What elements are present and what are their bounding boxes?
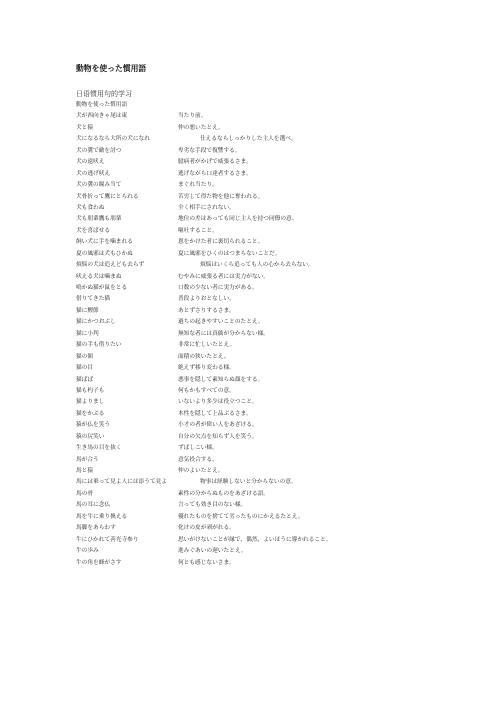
idiom-text: 猿の尻笑い [76, 433, 105, 440]
idiom-text: 夏の風邪は犬もひかぬ [76, 250, 133, 257]
idiom-meaning: 当たり前。 [178, 113, 207, 120]
list-item [76, 432, 486, 443]
idiom-text: 牛にひかれて善光寺参り [76, 536, 139, 543]
idiom-meaning: むやみに威張る者には実力がない。 [178, 273, 269, 280]
document-subtitle: 日语惯用句的学习 [76, 90, 132, 98]
list-item [76, 363, 486, 374]
idiom-meaning: 仲のよいたとえ。 [178, 468, 224, 474]
list-item [76, 146, 486, 157]
idiom-text: 犬が西向きゃ尾は東 [76, 113, 128, 120]
list-item [76, 409, 486, 420]
idiom-text: 猫よりまし [76, 399, 105, 406]
idiom-text: 借りてきた猫 [76, 296, 111, 303]
list-item [76, 466, 486, 477]
idiom-text: 鳴かぬ猫が鼠をとる [76, 285, 128, 291]
list-item [76, 294, 486, 305]
idiom-meaning: 小才の者が偉い人をあざける。 [178, 422, 258, 429]
list-item [76, 500, 486, 511]
list-item [76, 100, 486, 111]
idiom-meaning: 煩悩はいくら追っても人の心から去らない。 [200, 262, 314, 269]
list-item [76, 111, 486, 122]
list-item [76, 306, 486, 317]
list-item [76, 375, 486, 386]
idiom-meaning: 口数の少ない者に実力がある。 [178, 285, 258, 291]
idiom-meaning: あとずさりするさま。 [178, 307, 235, 314]
list-item [76, 397, 486, 408]
idiom-text: 犬の糞の瞳み当て [76, 182, 122, 189]
idiom-meaning: 自分の欠点を知らず人を笑う。 [178, 433, 258, 440]
list-item [76, 180, 486, 191]
list-item [76, 546, 486, 557]
idiom-text: 犬も朋輩鷹も朋輩 [76, 216, 122, 223]
idiom-text: 馬が合う [76, 456, 99, 463]
idiom-text: 馬脚をあらわす [76, 525, 116, 532]
list-item [76, 512, 486, 523]
idiom-text: 猫も杓子も [76, 387, 105, 394]
idiom-text: 犬と猿 [76, 124, 94, 131]
idiom-meaning: 臆病者がかげで威張るさま。 [178, 159, 252, 166]
idiom-text: 動物を使った慣用語 [76, 102, 128, 108]
idiom-meaning: 仕えるならしっかりした主人を選べ。 [200, 136, 297, 143]
idiom-text: 猫をかぶる [76, 410, 105, 417]
idiom-text: 猫の手も借りたい [76, 342, 122, 349]
idiom-text: 犬を喜ばせる [76, 227, 111, 234]
list-item [76, 123, 486, 134]
list-item [76, 283, 486, 294]
document-title: 動物を使った慣用語 [76, 64, 147, 73]
list-item [76, 157, 486, 168]
idiom-meaning: 意気投合する。 [178, 456, 218, 463]
idiom-text: 猫に鰹節 [76, 307, 99, 314]
idiom-meaning: 非常に忙しいたとえ。 [178, 342, 236, 349]
list-item [76, 203, 486, 214]
idiom-text: 犬骨折って鷹にとられる [76, 193, 139, 200]
idiom-meaning: 言っても効き目のない様。 [178, 502, 247, 509]
list-item [76, 169, 486, 180]
list-item [76, 249, 486, 260]
list-item [76, 226, 486, 237]
idiom-text: 馬と猿 [76, 468, 94, 474]
idiom-text: 猫の目 [76, 365, 94, 372]
idiom-text: 煩悩の犬は追えども去らず [76, 262, 145, 269]
idiom-meaning: 素性の分からぬものをあざける語。 [178, 490, 269, 497]
idiom-meaning: 逃げながら口達者するさま。 [178, 170, 252, 177]
list-item [76, 317, 486, 328]
list-item [76, 260, 486, 271]
idiom-meaning: 絶えず移り変わる様。 [178, 365, 235, 372]
list-item [76, 489, 486, 500]
idiom-text: 犬の逃げ吠え [76, 170, 111, 177]
idiom-text: 馬の骨 [76, 490, 94, 497]
list-item [76, 272, 486, 283]
list-item [76, 386, 486, 397]
idiom-meaning: 進みぐあいの遅いたとえ。 [178, 548, 247, 555]
idiom-meaning: 思いがけないことが縁で、偶然、よいほうに導かれること。 [178, 536, 332, 543]
idiom-text: 牛の角を蜂がさす [76, 559, 122, 566]
list-item [76, 558, 486, 569]
idiom-meaning: 物事は経験しないと分からないの意。 [200, 479, 297, 486]
idiom-meaning: 普段よりおとなしい。 [178, 296, 235, 303]
idiom-meaning: 何もかもすべての意。 [178, 387, 235, 394]
idiom-meaning: 優れたものを捨てて劣ったものにかえるたとえ。 [178, 513, 304, 520]
idiom-text: 犬も食わぬ [76, 204, 105, 211]
idiom-meaning: いないより多少は役立つこと。 [178, 399, 258, 406]
idiom-text: 猫にかつおぶし [76, 319, 116, 326]
idiom-text: 生き馬の目を抜く [76, 445, 122, 452]
idiom-text: 犬の糞で敵を討つ [76, 147, 122, 154]
list-item [76, 352, 486, 363]
list-item [76, 443, 486, 454]
list-item [76, 192, 486, 203]
idiom-text: 馬の耳に念仏 [76, 502, 111, 509]
idiom-meaning: まぐれ当たり。 [178, 182, 218, 189]
idiom-meaning: 恩をかけた者に裏切られること。 [178, 239, 264, 246]
idiom-text: 犬になるなら大所の犬になれ [76, 136, 150, 143]
idiom-meaning: 何とも感じないさま。 [178, 559, 235, 566]
idiom-text: 猫の額 [76, 353, 94, 360]
idiom-text: 猫ばば [76, 376, 94, 383]
idiom-meaning: 面積の狭いたとえ。 [178, 353, 230, 360]
list-item [76, 535, 486, 546]
list-item [76, 237, 486, 248]
idiom-meaning: 化けの皮が剥がれる。 [178, 525, 235, 532]
list-item [76, 523, 486, 534]
list-item [76, 340, 486, 351]
idiom-text: 吠える犬は噛まぬ [76, 273, 122, 280]
idiom-text: 飼い犬に手を噛まれる [76, 239, 133, 246]
idiom-text: 馬には乗って見よ人には添うて見よ [76, 479, 167, 486]
idiom-meaning: 本性を隠して上品ぶるさま。 [178, 410, 252, 417]
list-item [76, 455, 486, 466]
idiom-meaning: 卑劣な手段で復讐する。 [178, 147, 241, 154]
idiom-meaning: 夏に風邪をひくのはつまらないことだ。 [178, 250, 281, 257]
idiom-list [76, 100, 486, 569]
list-item [76, 214, 486, 225]
list-item [76, 420, 486, 431]
idiom-meaning: ずばしこい様。 [178, 445, 218, 452]
idiom-text: 馬を牛に乗り換える [76, 513, 128, 520]
idiom-text: 犬の遠吠え [76, 159, 105, 166]
list-item [76, 477, 486, 488]
idiom-meaning: 苦労して得た物を他に奪われる。 [178, 193, 264, 200]
idiom-meaning: 悪事を隠して素知らぬ顔をする。 [178, 376, 264, 383]
idiom-text: 猫に小判 [76, 330, 99, 337]
idiom-text: 牛の歩み [76, 548, 99, 555]
list-item [76, 134, 486, 145]
list-item [76, 329, 486, 340]
idiom-meaning: 無知な者には真価が分からない様。 [178, 330, 269, 337]
idiom-meaning: 地位の差はあっても同じ主人を持つ同僚の意。 [178, 216, 298, 223]
idiom-meaning: 嘔吐すること。 [178, 227, 218, 234]
idiom-meaning: 過ちの起きやすいことのたとえ。 [178, 319, 264, 326]
idiom-meaning: 全く相手にされない。 [178, 204, 235, 211]
idiom-text: 猿が仏を笑う [76, 422, 111, 429]
idiom-meaning: 仲の悪いたとえ。 [178, 124, 224, 131]
